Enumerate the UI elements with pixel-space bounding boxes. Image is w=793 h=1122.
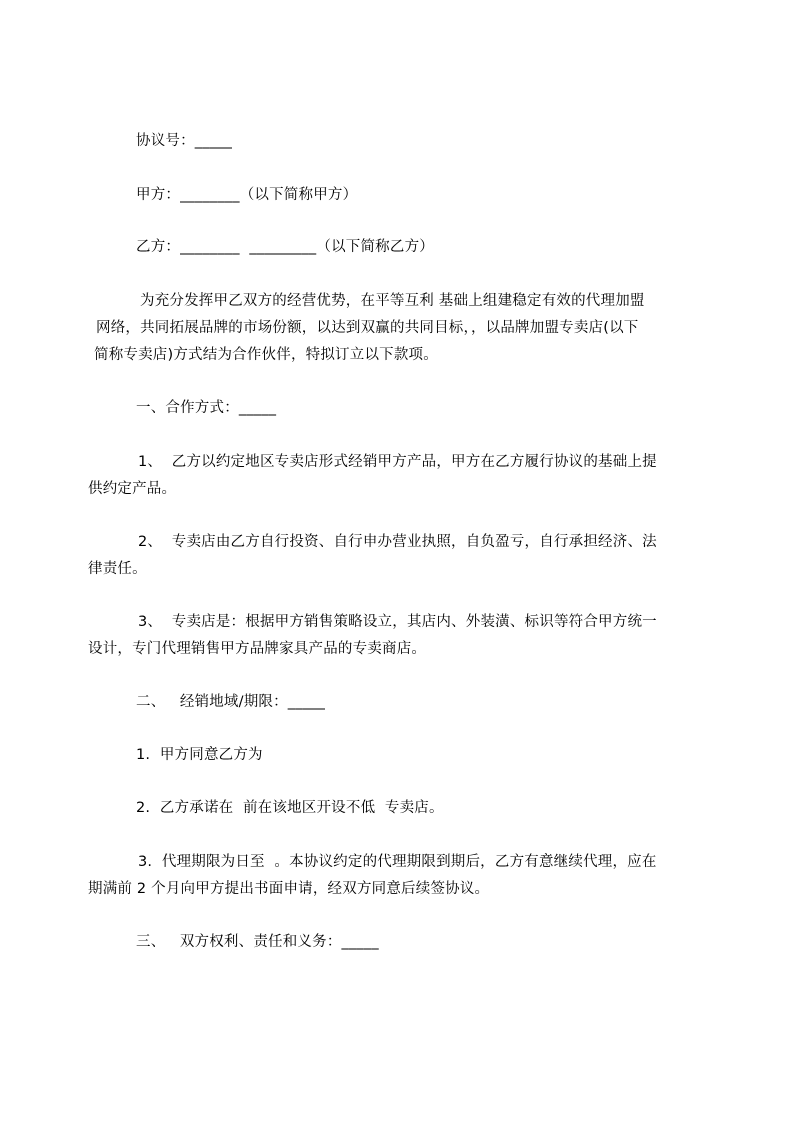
intro-paragraph-line-2: 网络，共同拓展品牌的市场份额，以达到双赢的共同目标，，以品牌加盟专卖店(以下	[96, 320, 639, 336]
section-1-item-1-line-2: 供约定产品。	[88, 481, 177, 497]
section-1-item-2-line-2: 律责任。	[88, 561, 147, 577]
section-2-item-3-line-2: 期满前 2 个月向甲方提出书面申请，经双方同意后续签协议。	[88, 881, 490, 897]
section-1-item-3-line-2: 设计，专门代理销售甲方品牌家具产品的专卖商店。	[88, 641, 427, 657]
section-1-item-3-line-1: 3、 专卖店是：根据甲方销售策略设立，其店内、外装潢、标识等符合甲方统一	[138, 614, 657, 630]
section-1-title: 一、合作方式：_____	[136, 400, 277, 416]
section-1-item-2-line-1: 2、 专卖店由乙方自行投资、自行申办营业执照，自负盈亏，自行承担经济、法	[138, 534, 657, 550]
agreement-number: 协议号：_____	[136, 133, 233, 149]
section-2-title: 二、 经销地域/期限：_____	[136, 694, 326, 710]
section-3-title: 三、 双方权利、责任和义务：_____	[136, 934, 379, 950]
intro-paragraph-line-3: 简称专卖店)方式结为合作伙伴，特拟订立以下款项。	[94, 347, 438, 363]
section-2-item-1: 1. 甲方同意乙方为	[136, 747, 263, 763]
section-2-item-2: 2. 乙方承诺在 前在该地区开设不低 专卖店。	[136, 800, 444, 816]
section-2-item-3-line-1: 3. 代理期限为日至 。本协议约定的代理期限到期后，乙方有意继续代理，应在	[138, 854, 657, 870]
party-a-line: 甲方：________（以下简称甲方）	[136, 187, 358, 203]
intro-paragraph-line-1: 为充分发挥甲乙双方的经营优势，在平等互利 基础上组建稳定有效的代理加盟	[140, 293, 645, 309]
party-b-line: 乙方：________ _________（以下简称乙方）	[136, 239, 434, 255]
section-1-item-1-line-1: 1、 乙方以约定地区专卖店形式经销甲方产品，甲方在乙方履行协议的基础上提	[138, 454, 657, 470]
